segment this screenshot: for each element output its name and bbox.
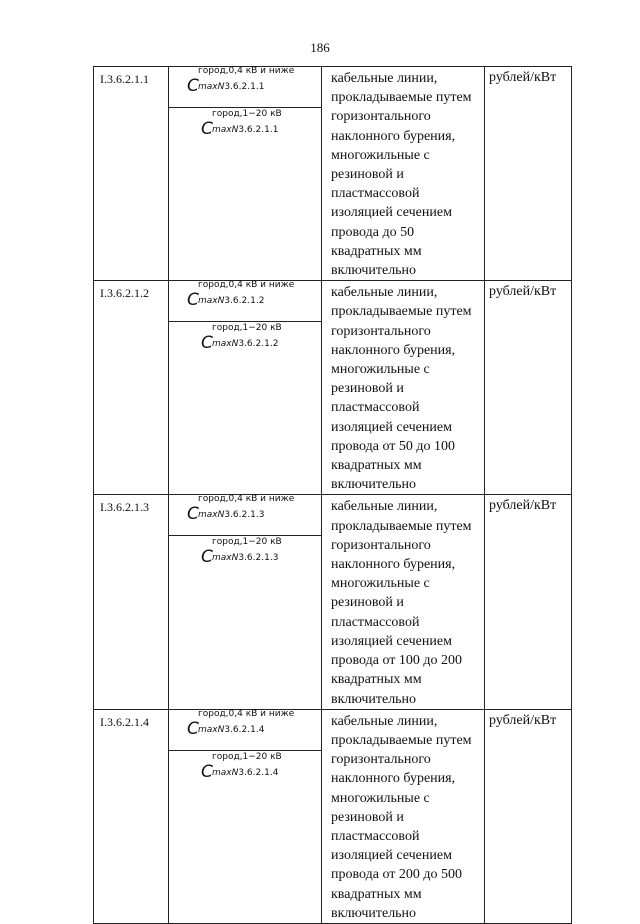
formula-cell <box>169 281 322 495</box>
formula-low-voltage: C город,0,4 кВ и ниже maxN3.6.2.1.1 <box>169 67 322 108</box>
formula-medium-voltage: C город,1−20 кВ maxN3.6.2.1.1 <box>201 109 282 139</box>
formula-medium-voltage: C город,1−20 кВ maxN3.6.2.1.3 <box>201 537 282 568</box>
page-number: 186 <box>310 40 330 55</box>
formula-subscript-index: 3.6.2.1.3 <box>224 510 265 521</box>
formula-subscript-var: maxN <box>198 296 225 307</box>
row-description: кабельные линии, прокладываемые путем горизонтального наклонного бурения, многожильные с резиновой и пластмассовой изоляцией сечением провода до 50 квадратных мм включительно <box>322 67 485 281</box>
formula-medium-voltage: C город,1−20 кВ maxN3.6.2.1.2 <box>201 323 282 354</box>
row-code: I.3.6.2.1.1 <box>94 67 169 281</box>
formula-subscript-var: maxN <box>198 510 225 521</box>
formula-subscript-var: maxN <box>212 339 239 350</box>
formula-cell <box>169 67 322 281</box>
formula-superscript: город,1−20 кВ <box>212 537 282 548</box>
formula-subscript-var: maxN <box>212 125 239 135</box>
rates-table <box>93 66 572 924</box>
formula-subscript-var: maxN <box>212 553 239 564</box>
table-row <box>94 281 572 495</box>
formula-superscript: город,0,4 кВ и ниже <box>198 708 295 719</box>
formula-subscript-var: maxN <box>198 82 225 92</box>
row-description: кабельные линии, прокладываемые путем горизонтального наклонного бурения, многожильные с резиновой и пластмассовой изоляцией сечением провода от 50 до 100 квадратных мм включительно <box>322 281 485 495</box>
formula-subscript-index: 3.6.2.1.1 <box>224 82 265 92</box>
row-unit: рублей/кВт <box>485 281 572 495</box>
formula-cell <box>169 495 322 709</box>
row-unit: рублей/кВт <box>485 709 572 923</box>
formula-subscript-index: 3.6.2.1.4 <box>224 724 265 735</box>
formula-subscript-index: 3.6.2.1.3 <box>238 553 279 564</box>
formula-low-voltage: C город,0,4 кВ и ниже maxN3.6.2.1.3 <box>169 495 322 536</box>
row-description: кабельные линии, прокладываемые путем горизонтального наклонного бурения, многожильные с резиновой и пластмассовой изоляцией сечением провода от 200 до 500 квадратных мм включительно <box>322 709 485 923</box>
formula-subscript-index: 3.6.2.1.2 <box>238 339 279 350</box>
formula-superscript: город,0,4 кВ и ниже <box>198 280 295 291</box>
formula-superscript: город,1−20 кВ <box>212 323 282 334</box>
formula-subscript-var: maxN <box>198 724 225 735</box>
row-code: I.3.6.2.1.3 <box>94 495 169 709</box>
row-code: I.3.6.2.1.2 <box>94 281 169 495</box>
formula-superscript: город,0,4 кВ и ниже <box>198 66 295 76</box>
formula-superscript: город,1−20 кВ <box>212 109 282 119</box>
row-unit: рублей/кВт <box>485 67 572 281</box>
table-row <box>94 709 572 923</box>
formula-subscript-index: 3.6.2.1.4 <box>238 767 279 778</box>
table-row <box>94 67 572 281</box>
formula-subscript-index: 3.6.2.1.1 <box>238 125 279 135</box>
formula-low-voltage: C город,0,4 кВ и ниже maxN3.6.2.1.4 <box>169 710 322 751</box>
formula-superscript: город,1−20 кВ <box>212 751 282 762</box>
formula-superscript: город,0,4 кВ и ниже <box>198 494 295 505</box>
row-code: I.3.6.2.1.4 <box>94 709 169 923</box>
row-description: кабельные линии, прокладываемые путем горизонтального наклонного бурения, многожильные с резиновой и пластмассовой изоляцией сечением провода от 100 до 200 квадратных мм включительно <box>322 495 485 709</box>
formula-subscript-var: maxN <box>212 767 239 778</box>
formula-low-voltage: C город,0,4 кВ и ниже maxN3.6.2.1.2 <box>169 281 322 322</box>
formula-medium-voltage: C город,1−20 кВ maxN3.6.2.1.4 <box>201 751 282 782</box>
row-unit: рублей/кВт <box>485 495 572 709</box>
formula-cell <box>169 709 322 923</box>
table-row <box>94 495 572 709</box>
formula-subscript-index: 3.6.2.1.2 <box>224 296 265 307</box>
